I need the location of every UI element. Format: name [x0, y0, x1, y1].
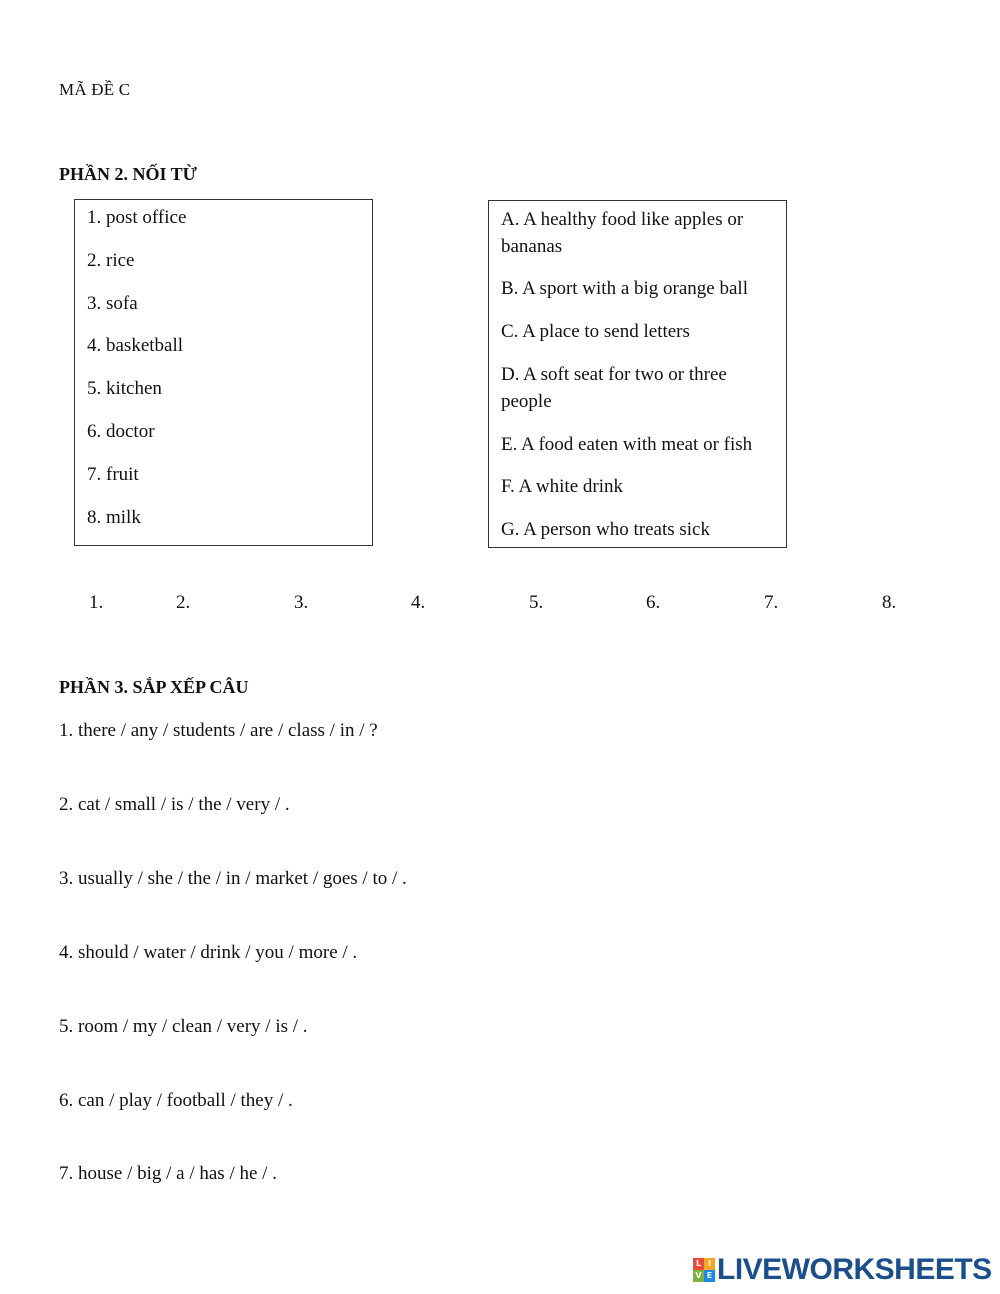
- part2-title: PHẦN 2. NỐI TỪ: [59, 164, 198, 184]
- answer-slot-3[interactable]: 3.: [294, 592, 309, 613]
- definition-item: F. A white drink: [501, 476, 623, 498]
- word-item: 7. fruit: [87, 463, 139, 485]
- answer-slot-8[interactable]: 8.: [882, 592, 897, 613]
- word-item: 5. kitchen: [87, 378, 162, 400]
- definition-item: B. A sport with a big orange ball: [501, 278, 748, 300]
- liveworksheets-logo: [693, 1253, 992, 1287]
- definition-item: E. A food eaten with meat or fish: [501, 433, 753, 455]
- sentence-item: 2. cat / small / is / the / very / .: [59, 794, 290, 815]
- sentence-item: 4. should / water / drink / you / more / .: [59, 942, 358, 963]
- words-box: [74, 199, 373, 546]
- answer-slot-5[interactable]: 5.: [529, 592, 544, 613]
- logo-wordmark: LIVEWORKSHEETS: [717, 1253, 992, 1286]
- answer-slot-7[interactable]: 7.: [764, 592, 779, 613]
- definition-item: C. A place to send letters: [501, 321, 690, 343]
- definition-item: D. A soft seat for two or three people: [501, 364, 727, 412]
- sentence-item: 3. usually / she / the / in / market / goes / to / .: [59, 868, 407, 889]
- definition-item: A. A healthy food like apples or bananas: [501, 209, 744, 257]
- definition-item: G. A person who treats sick: [501, 519, 710, 541]
- word-item: 6. doctor: [87, 420, 155, 442]
- answer-slot-1[interactable]: 1.: [89, 592, 104, 613]
- logo-mark-letter: L: [693, 1258, 704, 1270]
- answer-slot-4[interactable]: 4.: [411, 592, 426, 613]
- part3-title: PHẦN 3. SẮP XẾP CÂU: [59, 677, 249, 697]
- sentence-item: 6. can / play / football / they / .: [59, 1090, 293, 1111]
- logo-mark-letter: I: [704, 1258, 715, 1270]
- liveworksheets-logo-icon: [693, 1258, 715, 1282]
- answer-slot-2[interactable]: 2.: [176, 592, 191, 613]
- word-item: 4. basketball: [87, 335, 184, 357]
- sentence-item: 1. there / any / students / are / class / in / ?: [59, 720, 378, 741]
- answer-slot-6[interactable]: 6.: [646, 592, 661, 613]
- word-item: 1. post office: [87, 207, 187, 228]
- sentence-item: 7. house / big / a / has / he / .: [59, 1163, 277, 1184]
- word-item: 3. sofa: [87, 292, 138, 314]
- logo-mark-letter: E: [704, 1270, 715, 1282]
- logo-mark-letter: V: [693, 1270, 704, 1282]
- sentence-item: 5. room / my / clean / very / is / .: [59, 1016, 308, 1037]
- word-item: 2. rice: [87, 249, 135, 271]
- exam-code-label: MÃ ĐỀ C: [59, 80, 131, 99]
- definitions-box: [488, 200, 787, 548]
- word-item: 8. milk: [87, 506, 141, 528]
